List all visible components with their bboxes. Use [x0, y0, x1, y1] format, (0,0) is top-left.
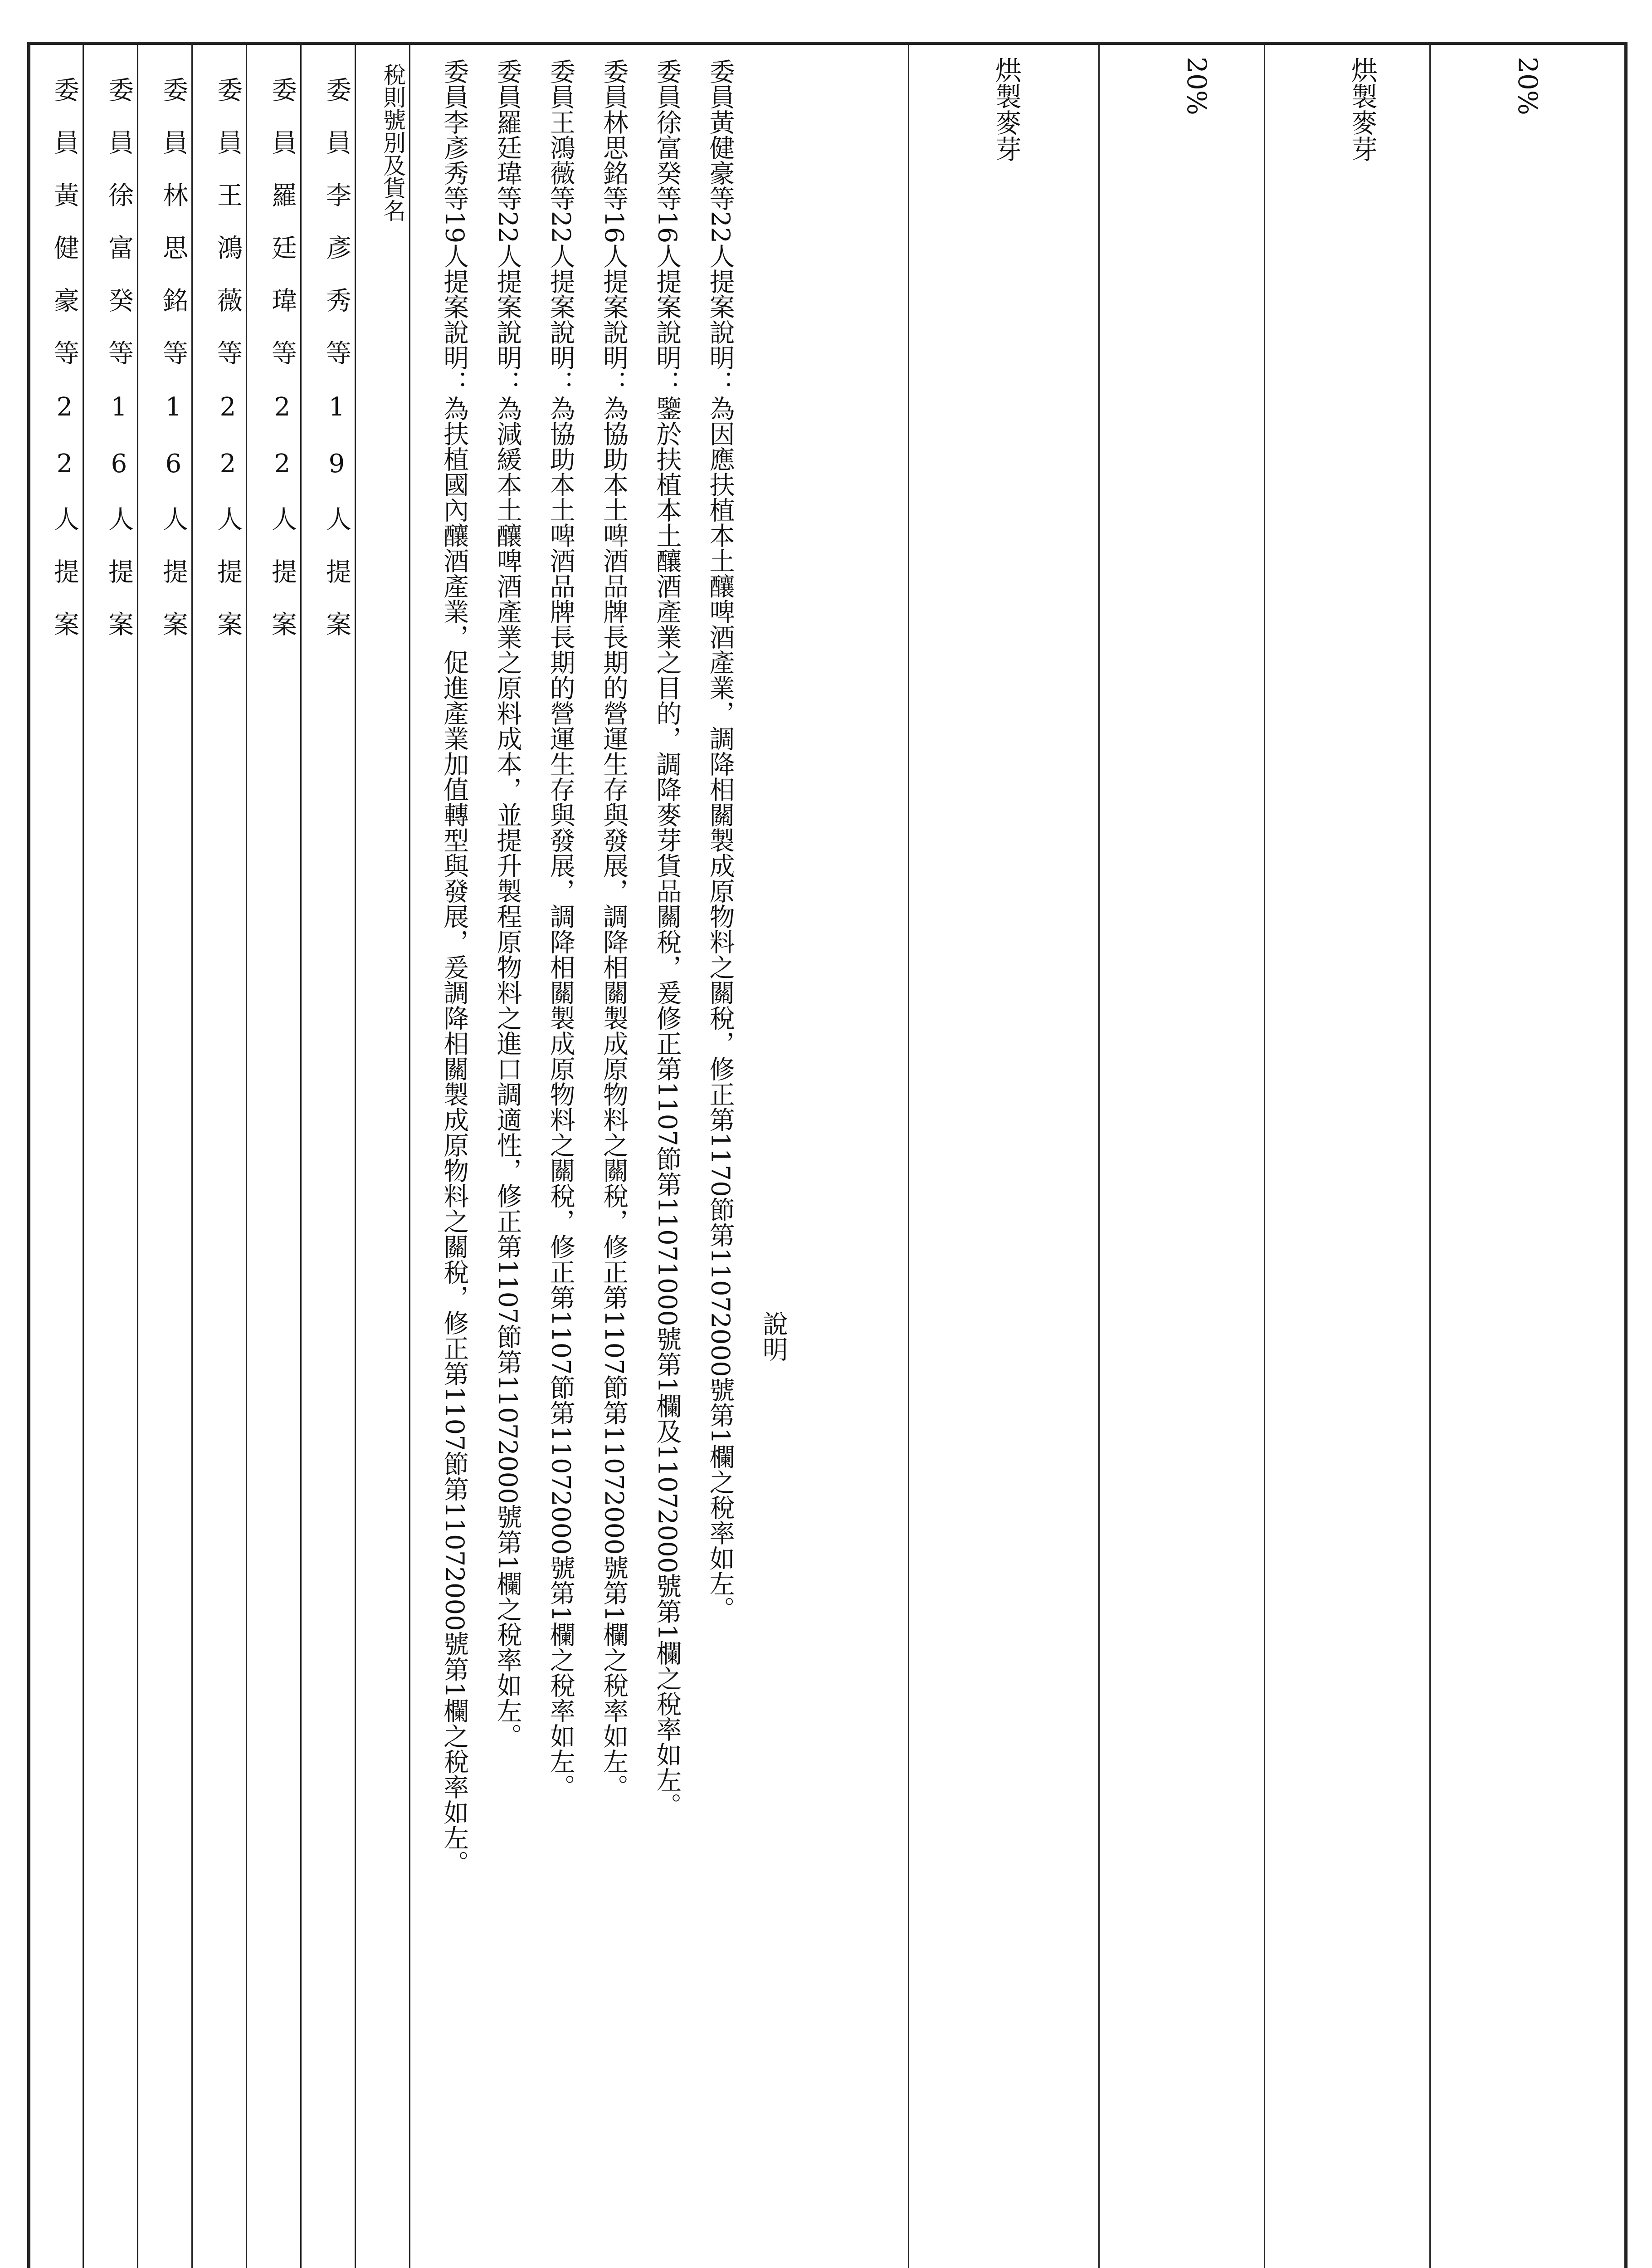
header-column — [356, 44, 410, 2268]
sponsor-name: 委員徐富癸等16人提案 — [104, 77, 134, 664]
sponsor-column-6 — [301, 44, 356, 2268]
current-rate-cell — [1430, 44, 1626, 2268]
current-col3-header — [1623, 57, 1626, 2268]
sponsor-column-3 — [138, 44, 192, 2268]
sponsor-name: 委員王鴻薇等22人提案 — [213, 77, 243, 664]
tariff-item-header: 稅則號別及貨名 — [380, 63, 406, 222]
explanation-body — [410, 45, 799, 2268]
explanation-column — [410, 44, 909, 2268]
sponsor-name: 委員李彥秀等19人提案 — [322, 77, 351, 664]
explanation-4: 委員王鴻薇等22人提案說明：為協助本土啤酒品牌長期的營運生存與發展，調降相關製成原物料之關稅，修正第1107節第11072000號第1欄之稅率如左。 — [546, 59, 575, 1800]
sponsor-name: 委員林思銘等16人提案 — [159, 77, 188, 664]
sponsor-column-2 — [83, 44, 138, 2268]
explanation-6: 委員李彥秀等19人提案說明：為扶植國內釀酒產業，促進產業加值轉型與發展，爰調降相關製成原物料之關稅，修正第1107節第11072000號第1欄之稅率如左。 — [439, 59, 469, 1876]
proposed-item-cell — [909, 44, 1099, 2268]
explanation-1: 委員黃健豪等22人提案說明：為因應扶植本土釀啤酒產業，調降相關製成原物料之關稅，修正第1170節第11072000號第1欄之稅率如左。 — [705, 59, 735, 1622]
current-item-name: 烘製麥芽 — [1346, 57, 1378, 162]
explanation-3: 委員林思銘等16人提案說明：為協助本土啤酒品牌長期的營運生存與發展，調降相關製成原物料之關稅，修正第1107節第11072000號第1欄之稅率如左。 — [599, 59, 629, 1800]
proposal-sheet — [27, 42, 1625, 2268]
sponsor-name: 委員羅廷瑋等22人提案 — [268, 77, 297, 664]
sponsor-column-5 — [247, 44, 301, 2268]
tariff-comparison-table — [27, 42, 1628, 2268]
sponsor-column-4 — [192, 44, 247, 2268]
current-col3-value: 20% — [1512, 57, 1543, 115]
explanation-heading: 說明 — [758, 1310, 788, 1362]
sponsor-column-1 — [29, 44, 83, 2268]
proposed-col3-value: 20% — [1181, 57, 1212, 115]
current-item-cell — [1265, 44, 1430, 2268]
proposed-col1-cell — [1099, 44, 1265, 2268]
proposed-item-name: 烘製麥芽 — [990, 57, 1022, 162]
explanation-5: 委員羅廷瑋等22人提案說明：為減緩本土釀啤酒產業之原料成本，並提升製程原物料之進口調適性，修正第1107節第11072000號第1欄之稅率如左。 — [492, 59, 522, 1749]
explanation-2: 委員徐富癸等16人提案說明：鑒於扶植本土釀酒產業之目的，調降麥芽貨品關稅，爰修正第1107節第11071000號第1欄及11072000號第1欄之稅率如左。 — [652, 59, 682, 1818]
sponsor-name: 委員黃健豪等22人提案 — [50, 77, 79, 664]
